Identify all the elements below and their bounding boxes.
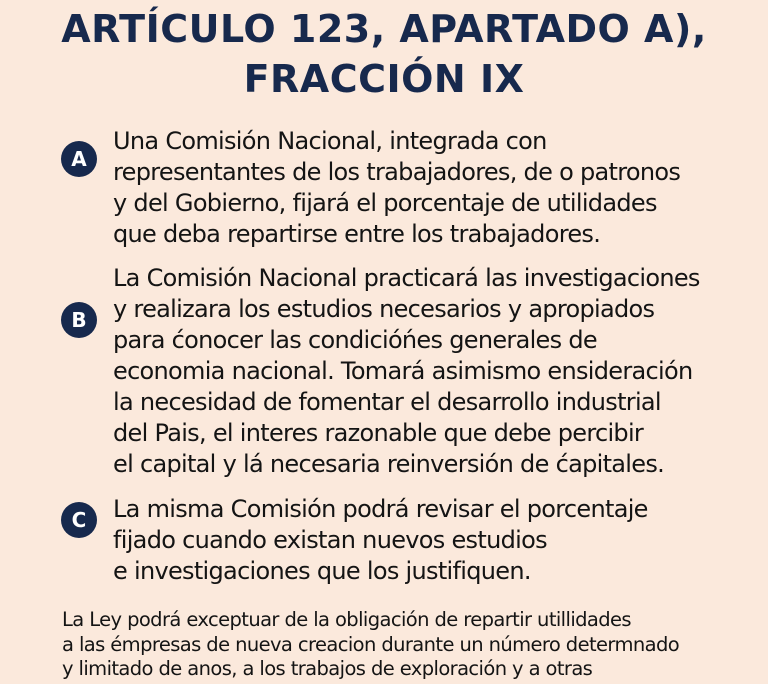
text-line: La misma Comisión podrá revisar el porcentaje — [113, 495, 648, 523]
text-line: Una Comisión Nacional, integrada con — [113, 127, 547, 155]
text-line: economia nacional. Tomará asimismo ensideración — [113, 357, 693, 385]
text-line: La Ley podrá exceptuar de la obligación de repartir utillidades — [62, 608, 631, 631]
text-line: y limitado de anos, a los trabajos de exploración y a otras — [62, 657, 593, 680]
letter-b-badge: B — [61, 302, 97, 338]
text-line: que deba repartirse entre los trabajadores. — [113, 220, 601, 248]
text-line: y realizara los estudios necesarios y apropiados — [113, 295, 655, 323]
text-line: para ćonocer las condicióńes generales de — [113, 326, 597, 354]
text-line: La Comisión Nacional practicará las investigaciones — [113, 264, 700, 292]
title-line-1: ARTÍCULO 123, APARTADO A), — [61, 7, 707, 51]
text-line: y del Gobierno, fijará el porcentaje de utilidades — [113, 189, 657, 217]
title-line-2: FRACCIÓN IX — [243, 57, 525, 101]
text-line: fijado cuando existan nuevos estudios — [113, 526, 547, 554]
footer-paragraph — [62, 608, 762, 682]
letter-a-badge: A — [61, 141, 97, 177]
page-title — [0, 4, 768, 104]
item-b-text — [113, 263, 753, 480]
text-line: el capital y lá necesaria reinversión de ćapitales. — [113, 450, 665, 478]
item-a-text — [113, 126, 753, 250]
letter-c-badge: C — [61, 502, 97, 538]
text-line: la necesidad de fomentar el desarrollo industrial — [113, 388, 661, 416]
text-line: e investigaciones que los justifiquen. — [113, 557, 531, 585]
text-line: representantes de los trabajadores, de o patronos — [113, 158, 681, 186]
text-line: del Pais, el interes razonable que debe percibir — [113, 419, 644, 447]
text-line: a las émpresas de nueva creacion durante un número determnado — [62, 632, 680, 656]
item-c-text — [113, 494, 753, 587]
